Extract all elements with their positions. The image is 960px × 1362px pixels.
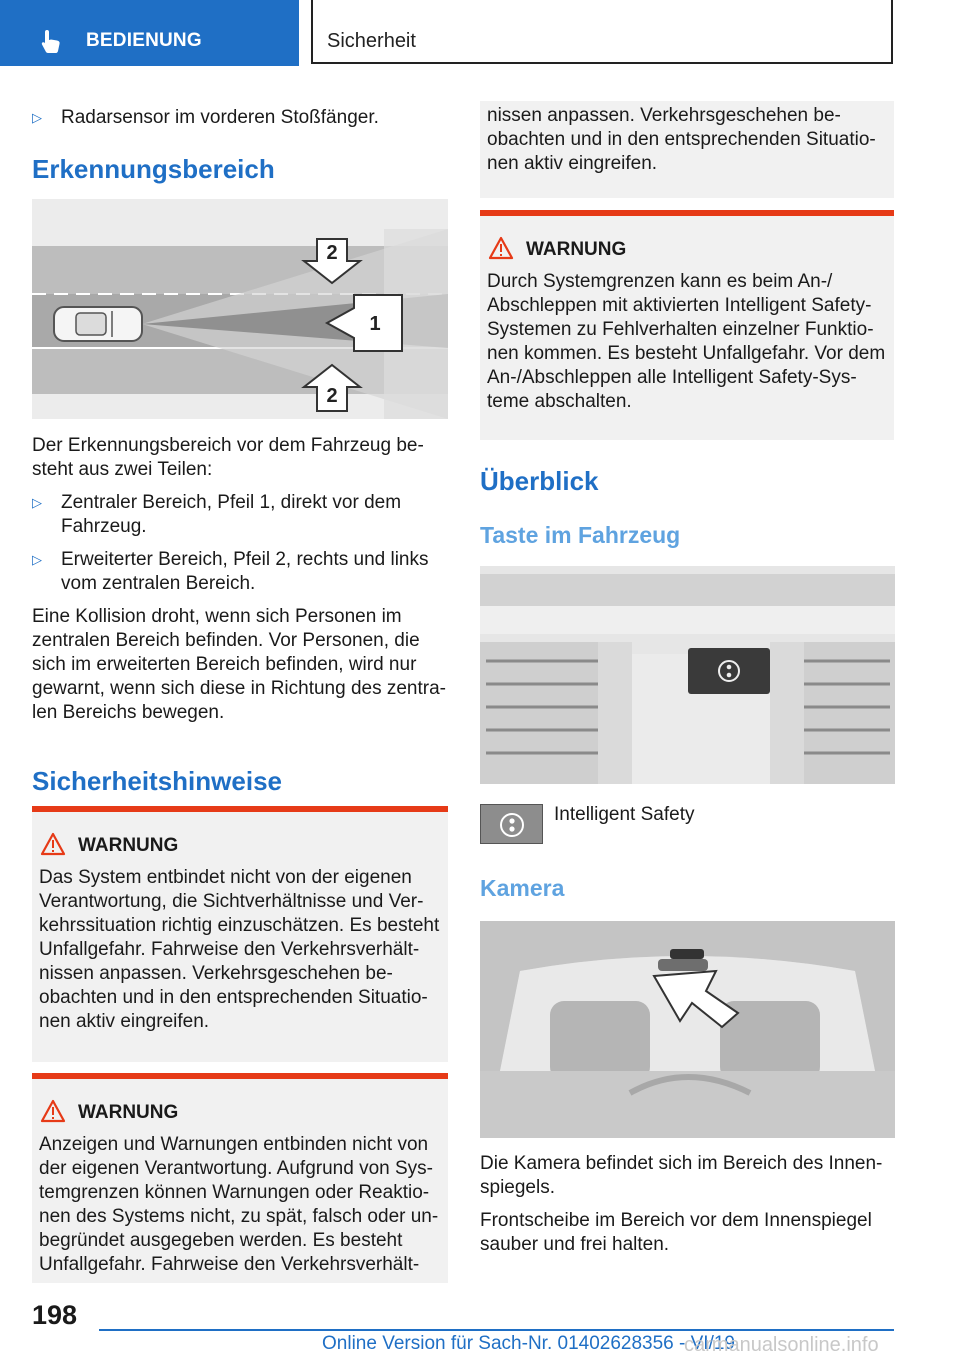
heading-erkennungsbereich: Erkennungsbereich [32, 154, 275, 184]
paragraph-erkennung: Der Erkennungsbereich vor dem Fahrzeug be- steht aus zwei Teilen: [32, 435, 424, 480]
heading-kamera: Kamera [480, 875, 565, 901]
intelligent-safety-icon [481, 805, 544, 845]
button-label: Intelligent Safety [554, 804, 695, 825]
warning-text: Das System entbindet nicht von der eigenen Verantwortung, die Sichtverhältnisse und Ver- kehrssituation richtig einzuschätzen. Es besteht Unfallgefahr. Fahrweise den Verkehrsverhält- nissen anpassen. Verkehrsgeschehen be- obachten und in den entsprechenden Situatio- nen aktiv eingreifen. [39, 867, 440, 1032]
watermark: carmanualsonline.info [684, 1334, 879, 1356]
heading-taste: Taste im Fahrzeug [480, 522, 681, 548]
online-version-text: Online Version für Sach-Nr. 01402628356 - VI/19 [322, 1333, 735, 1354]
paragraph-frontscheibe: Frontscheibe im Bereich vor dem Innenspiegel sauber und frei halten. [480, 1210, 872, 1255]
detection-area-diagram [32, 199, 448, 419]
warning-box-continued [480, 101, 894, 198]
page-number: 198 [32, 1300, 78, 1330]
chapter-tab [0, 0, 299, 66]
arrow-label-bottom: 2 [326, 385, 338, 407]
warning-box [480, 210, 894, 440]
warning-box [32, 1073, 448, 1283]
bullet-text: Zentraler Bereich, Pfeil 1, direkt vor dem Fahrzeug. [61, 492, 402, 537]
paragraph-kamera: Die Kamera befindet sich im Bereich des Innen- spiegels. [480, 1153, 883, 1198]
warning-text: Anzeigen und Warnungen entbinden nicht von der eigenen Verantwortung. Aufgrund von Sys- temgrenzen können Warnungen oder Reaktio- nen des Systems nicht, zu spät, falsch oder un- begründet ausgegeben werden. Es besteht Unfallgefahr. Fahrweise den Verkehrsverhält- [39, 1134, 439, 1275]
button-location-photo [480, 566, 895, 784]
detection-area-figure [32, 199, 448, 419]
bullet-triangle-icon: ▷ [32, 495, 42, 510]
warning-title: WARNUNG [526, 239, 627, 260]
warning-triangle-icon [40, 832, 66, 856]
intelligent-safety-button [480, 804, 543, 844]
footer-divider [99, 1329, 894, 1331]
bullet-text: Erweiterter Bereich, Pfeil 2, rechts und links vom zentralen Bereich. [61, 549, 429, 594]
warning-title: WARNUNG [78, 1102, 179, 1123]
arrow-label-center: 1 [369, 313, 381, 335]
heading-ueberblick: Überblick [480, 466, 599, 496]
warning-title: WARNUNG [78, 835, 179, 856]
dashboard-illustration [480, 566, 895, 784]
car-icon [54, 307, 142, 341]
bullet-triangle-icon: ▷ [32, 110, 42, 125]
chapter-title: BEDIENUNG [86, 30, 202, 51]
warning-triangle-icon [488, 236, 514, 260]
arrow-label-top: 2 [326, 242, 338, 264]
heading-sicherheitshinweise: Sicherheitshinweise [32, 766, 282, 796]
section-header [311, 0, 893, 64]
section-title: Sicherheit [327, 30, 416, 52]
paragraph-kollision: Eine Kollision droht, wenn sich Personen im zentralen Bereich befinden. Vor Personen, die sich im erweiterten Bereich befinden, wird nur gewarnt, wenn sich diese in Richtung des zentra- len Bereichs bewegen. [32, 606, 447, 723]
bullet-triangle-icon: ▷ [32, 552, 42, 567]
camera-location-photo [480, 921, 895, 1138]
warning-box [32, 806, 448, 1062]
bullet-text: Radarsensor im vorderen Stoßfänger. [61, 107, 379, 128]
warning-text: nissen anpassen. Verkehrsgeschehen be- obachten und in den entsprechenden Situatio- nen aktiv eingreifen. [487, 105, 876, 174]
warning-triangle-icon [40, 1099, 66, 1123]
hand-pointer-icon [38, 28, 66, 54]
car-interior-illustration [480, 921, 895, 1138]
warning-text: Durch Systemgrenzen kann es beim An-/ Abschleppen mit aktivierten Intelligent Safety- Systemen zu Fehlverhalten einzelner Funktio- nen kommen. Es besteht Unfallgefahr. Vor dem An-/Abschleppen alle Intelligent Safety-Sys- teme abschalten. [487, 271, 886, 412]
